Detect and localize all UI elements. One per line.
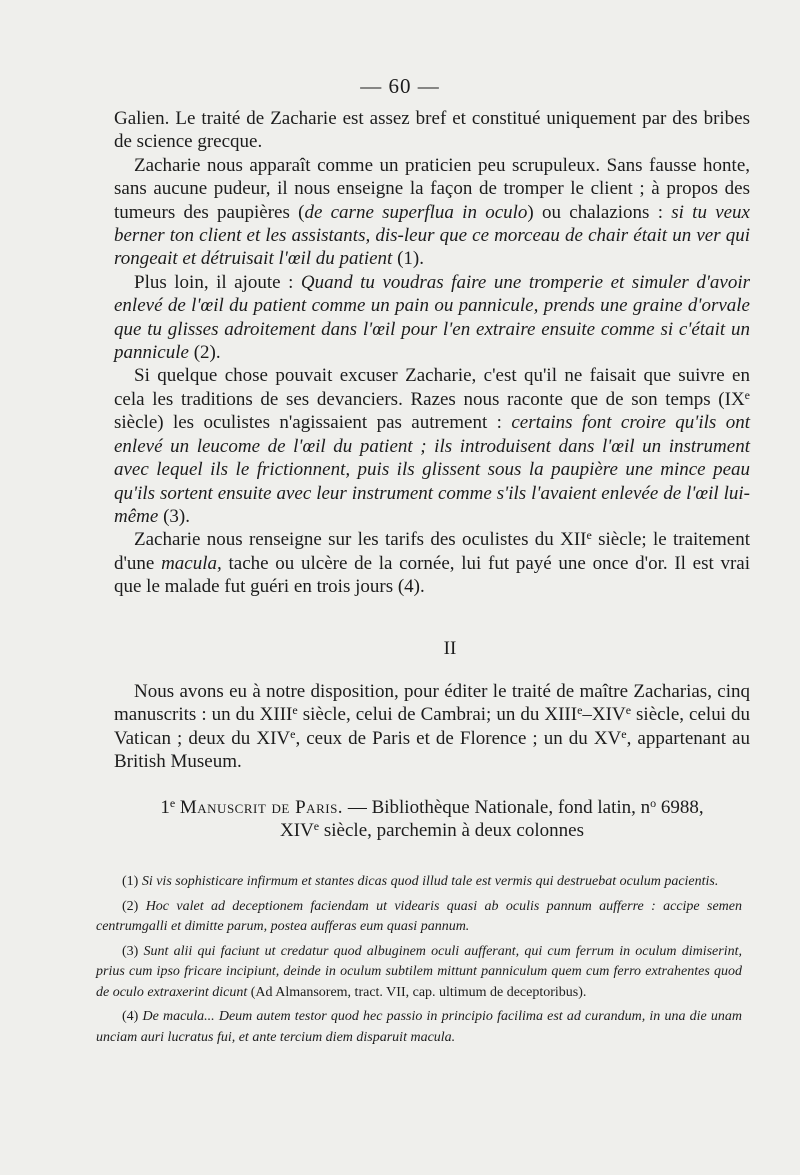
p6-sup1: e (292, 703, 298, 718)
p3-part1: Plus loin, il ajoute : (134, 271, 301, 293)
p4-part1: Si quelque chose pouvait excuser Zacharie, c'est qu'il ne faisait que suivre en cela les traditions de ses devanciers. Razes nous raconte que de son temps (IX (114, 365, 750, 410)
footnote-3-reference: (Ad Almansorem, tract. VII, cap. ultimum de deceptoribus). (247, 984, 587, 1000)
section-heading-ii: II (443, 638, 457, 659)
p2-quote: si tu veux berner ton client et les assistants, dis-leur que ce morceau de chair était un ver qui rongeait et détruisait l'œil du patient (114, 201, 750, 270)
paragraph-1 (114, 107, 750, 154)
footnote-1-num: (1) (122, 874, 142, 889)
footnote-2 (96, 897, 742, 938)
p6-part5: , ceux de Paris et de Florence ; un du XV (295, 727, 622, 749)
p5-sup1: e (586, 528, 592, 543)
p5-part2: siècle; le traitement d'une (114, 529, 751, 574)
p4-quote: certains font croire qu'ils ont enlevé un leucome de l'œil du patient ; ils introduisent dans l'œil un instrument avec lequel ils le frictionnent, puis ils glissent sous la paupière une mince peau qu'ils sortent ensuite avec leur instrument comme s'ils l'avaient enlevée de l'œil lui-même (114, 412, 750, 527)
ms-line2b: siècle, parchemin à deux colonnes (319, 820, 584, 842)
manuscript-line-2 (114, 819, 750, 842)
main-text (114, 107, 750, 599)
p2-part3: (1). (392, 248, 424, 270)
paragraph-4 (114, 364, 750, 528)
footnote-4-num: (4) (122, 1009, 143, 1024)
manuscript-heading (114, 796, 750, 843)
footnote-3-num: (3) (122, 943, 144, 959)
paragraph-2 (114, 154, 750, 271)
p5-part3: tache ou ulcère de la cornée, lui fut payé une once d'or. Il est vrai que le malade fut guéri en trois jours (4). (114, 552, 750, 598)
p6-sup4: e (290, 726, 296, 741)
footnote-4-latin: De macula... Deum autem testor quod hec passio in principio facilima est ad curandum, in una die unam unciam auri lucratus fui, et ante tercium diem disparuit macula. (96, 1009, 742, 1045)
ms-title: Manuscrit de Paris. (179, 797, 344, 818)
p6-sup2: e (577, 703, 583, 718)
ms-no-sup: o (650, 796, 657, 810)
p6-sup3: e (625, 703, 632, 718)
ms-num: 1 (160, 797, 170, 818)
p6-part2: siècle, celui de Cambrai; un du XIII (297, 704, 578, 726)
p2-latin-title: de carne superflua in oculo (304, 201, 528, 223)
footnote-3 (96, 942, 742, 1004)
p2-part2: ) ou chalazions : (527, 201, 672, 223)
ms-line2-sup: e (313, 819, 320, 834)
p6-part1: Nous avons eu à notre disposition, pour éditer le traité de maître Zacharias, cinq manuscrits : un du XIII (114, 681, 750, 726)
p4-sup1: e (744, 387, 750, 402)
paragraph-3 (114, 271, 750, 365)
p3-quote: Quand tu voudras faire une tromperie et simuler d'avoir enlevé de l'œil du patient comme un pain ou pannicule, prends une graine d'orvale que tu glisses adroitement dans l'œil pour l'en extraire ensuite comme si c'était un pannicule (114, 271, 750, 364)
ms-line1: — Bibliothèque Nationale, fond latin, n (343, 797, 651, 818)
p2-part1: Zacharie nous apparaît comme un praticien peu scrupuleux. Sans fausse honte, sans aucune pudeur, il nous enseigne la façon de tromper le client ; à propos des tumeurs des paupières ( (114, 154, 750, 223)
p4-part3: (3). (158, 505, 190, 527)
footnote-1 (96, 872, 742, 893)
p6-part3: –XIV (582, 704, 626, 726)
footnote-2-num: (2) (122, 898, 146, 914)
ms-num-sup: e (169, 796, 176, 810)
footnote-2-latin: Hoc valet ad deceptionem faciendam ut videaris quasi ab oculis pannum aufferre : accipe semen centrumgalli et dimitte parum, postea aufferas eum quasi pannum. (96, 898, 742, 934)
footnote-4 (96, 1007, 742, 1048)
manuscript-line-1 (114, 796, 750, 819)
paragraph-1-text: Galien. Le traité de Zacharie est assez bref et constitué uniquement par des bribes de science grecque. (114, 108, 750, 153)
ms-line2a: XIV (280, 820, 314, 842)
p6-part6: , appartenant au British Museum. (114, 727, 750, 773)
footnotes (96, 872, 742, 1052)
paragraph-5 (114, 528, 750, 598)
p6-sup5: e (621, 726, 627, 741)
p3-part2: (2). (188, 342, 221, 364)
paragraph-6 (114, 680, 750, 774)
footnote-1-latin: Si vis sophisticare infirmum et stantes dicas quod illud tale est vermis qui destruebat oculum pacientis. (141, 874, 719, 889)
footnote-3-latin: Sunt alii qui faciunt ut credatur quod albuginem oculi aufferant, qui cum ferrum in oculum dimiserint, prius cum ipso fricare incipiunt, deinde in oculum subtilem mittunt panniculum quem cum ferro extrahentes quod de oculo extraxerint dicunt (96, 943, 742, 1000)
ms-line1-end: 6988, (656, 797, 704, 818)
p6-part4: siècle, celui du Vatican ; deux du XIV (114, 704, 750, 749)
p5-macula: macula, (161, 552, 222, 574)
page-number: — 60 — (360, 74, 440, 98)
p5-part1: Zacharie nous renseigne sur les tarifs des oculistes du XII (134, 529, 587, 551)
p4-part2: siècle) les oculistes n'agissaient pas autrement : (114, 412, 512, 434)
section-ii-text (114, 680, 750, 774)
